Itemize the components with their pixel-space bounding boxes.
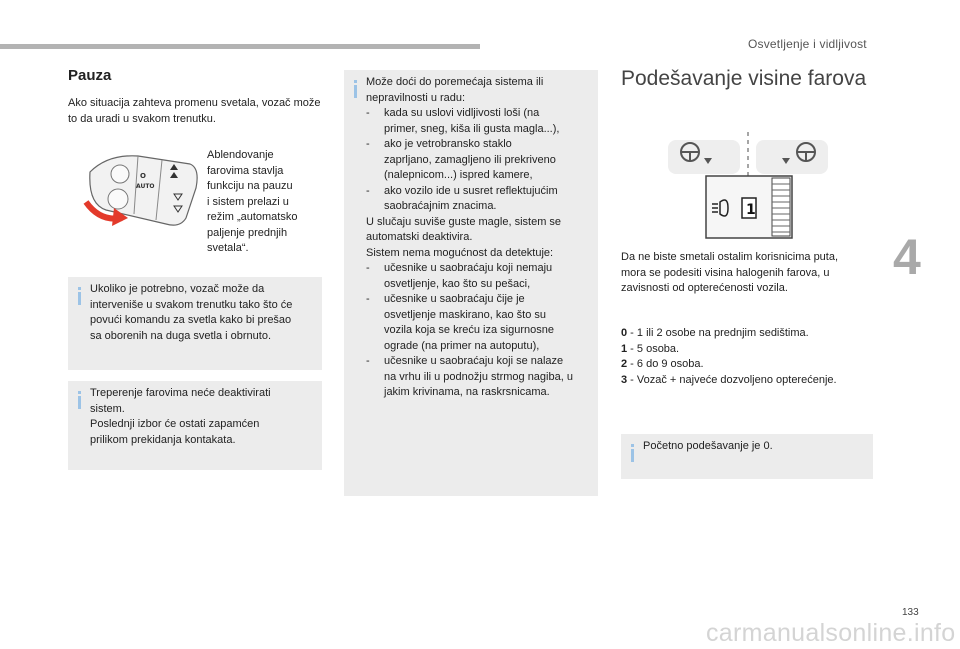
list-item: - učesnike u saobraćaju koji se nalaze na vrhu ili u podnožju strmog nagiba, u jakim krivinama, na raskrsnicama.: [366, 354, 596, 401]
page-number: 133: [902, 607, 919, 618]
list-item: - učesnike u saobraćaju čije je osvetljenje maskirano, kao što su vozila koja se kreću iza sigurnosne ograde (na primer na autoputu),: [366, 292, 596, 354]
list-item: 1 - 5 osoba.: [621, 342, 680, 355]
headlamp-heading: Podešavanje visine farova: [621, 67, 867, 90]
header-bar: [0, 44, 480, 49]
list-item: 2 - 6 do 9 osoba.: [621, 358, 704, 370]
list-item: 0 - 1 ili 2 osobe na prednjim sedištima.: [621, 327, 809, 339]
list-item: - kada su uslovi vidljivosti loši (na primer, sneg, kiša ili gusta magla...),: [366, 106, 596, 137]
watermark: carmanualsonline.info: [706, 619, 956, 647]
note-malfunctions: Može doći do poremećaja sistema ili nepravilnosti u radu: - kada su uslovi vidljivosti loši (na primer, sneg, kiša ili gusta magla...), - ako je vetrobransko staklo zaprljano, zamagljeno ili prekriveno (nalepnicom...) ispred kamere, - ako vozilo ide u susret reflektujućim saobraćajnim znacima. U slučaju suviše guste magle, sistem se automatski deaktivira. Sistem nema mogućnost da detektuje: - učesnike u saobraćaju koji nemaju osvetljenje, kao što su pešaci, - učesnike u saobraćaju čije je osvetljenje maskirano, kao što su vozila koja se kreću iza sigurnosne ograde (na primer na autoputu), - učesnike u saobraćaju koji se nalaze na vrhu ili u podnožju strmog nagiba, u jakim krivinama, na raskrsnicama.: [344, 70, 598, 496]
list-item: 3 - Vozač + najveće dozvoljeno opterećenje.: [621, 373, 837, 386]
list-item: - učesnike u saobraćaju koji nemaju osvetljenje, kao što su pešaci,: [366, 261, 596, 292]
list-item: - ako je vetrobransko staklo zaprljano, zamagljeno ili prekriveno (nalepnicom...) ispred kamere,: [366, 137, 596, 184]
stalk-label-zero: O: [140, 172, 146, 180]
headlamp-intro: Da ne biste smetali ostalim korisnicima puta, mora se podesiti visina halogenih farova, u zavisnosti od opterećenosti vozila.: [621, 251, 839, 294]
list-item: - ako vozilo ide u susret reflektujućim saobraćajnim znacima.: [366, 184, 596, 215]
pauza-heading: Pauza: [68, 67, 112, 84]
note-initial-setting: Početno podešavanje je 0.: [621, 434, 873, 479]
headlamp-adjust-illustration: [664, 128, 844, 244]
note-intervention: Ukoliko je potrebno, vozač može da interveniše u svakom trenutku tako što će povući komandu za svetla kako bi prešao sa oborenih na duga svetla i obrnuto.: [68, 277, 322, 370]
dial-value: 1: [746, 202, 756, 218]
light-stalk-illustration: [78, 144, 206, 234]
pauza-intro: Ako situacija zahteva promenu svetala, vozač može to da uradi u svakom trenutku.: [68, 97, 321, 125]
note-flashing: Treperenje farovima neće deaktivirati sistem. Poslednji izbor će ostati zapamćen prilikom prekidanja kontakata.: [68, 381, 322, 470]
load-settings-list: [621, 326, 881, 388]
stalk-caption: Ablendovanje farovima stavlja funkciju na pauzu i sistem prelazi u režim „automatsko paljenje prednjih svetala“.: [207, 149, 298, 254]
stalk-label-auto: AUTO: [136, 183, 155, 190]
section-title: Osvetljenje i vidljivost: [748, 37, 867, 51]
chapter-number: 4: [893, 229, 921, 285]
